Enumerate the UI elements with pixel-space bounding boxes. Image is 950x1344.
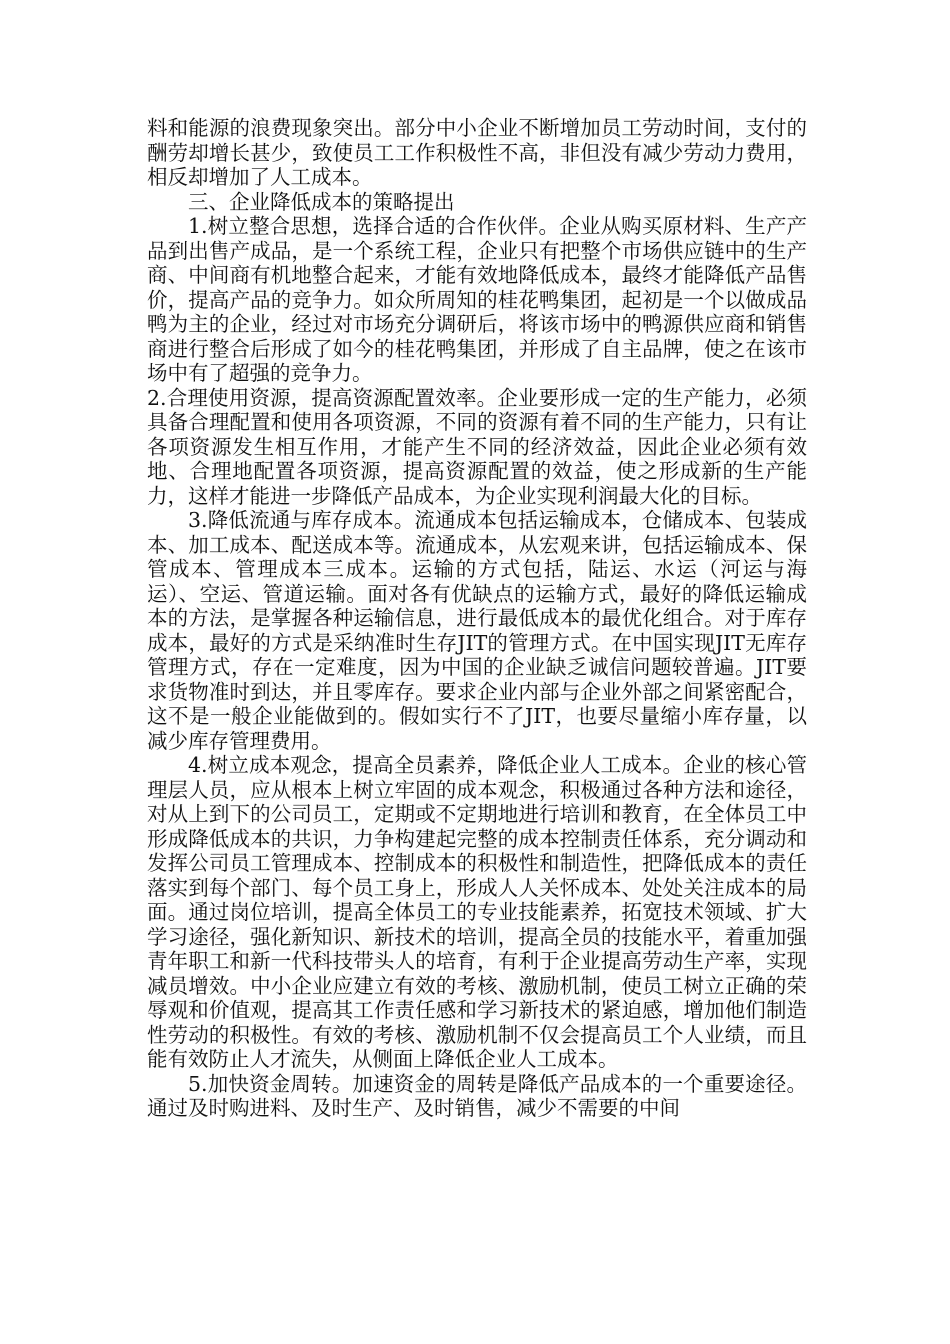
document-body — [147, 116, 807, 1121]
paragraph-strategy-3: 3.降低流通与库存成本。流通成本包括运输成本，仓储成本、包装成本、加工成本、配送成本等。流通成本，从宏观来讲，包括运输成本、保管成本、管理成本三成本。运输的方式包括，陆运、水运（河运与海运）、空运、管道运输。面对各有优缺点的运输方式，最好的降低运输成本的方法，是掌握各种运输信息，进行最低成本的最优化组合。对于库存成本，最好的方式是采纳准时生存JIT的管理方式。在中国实现JIT无库存管理方式，存在一定难度，因为中国的企业缺乏诚信问题较普遍。JIT要求货物准时到达，并且零库存。要求企业内部与企业外部之间紧密配合，这不是一般企业能做到的。假如实行不了JIT，也要尽量缩小库存量，以减少库存管理费用。 — [147, 508, 807, 753]
paragraph-strategy-1: 1.树立整合思想，选择合适的合作伙伴。企业从购买原材料、生产产品到出售产成品，是一个系统工程，企业只有把整个市场供应链中的生产商、中间商有机地整合起来，才能有效地降低成本，最终才能降低产品售价，提高产品的竞争力。如众所周知的桂花鸭集团，起初是一个以做成品鸭为主的企业，经过对市场充分调研后，将该市场中的鸭源供应商和销售商进行整合后形成了如今的桂花鸭集团，并形成了自主品牌，使之在该市场中有了超强的竞争力。 — [147, 214, 807, 385]
section-heading: 三、企业降低成本的策略提出 — [188, 189, 455, 214]
paragraph-strategy-4: 4.树立成本观念，提高全员素养，降低企业人工成本。企业的核心管理层人员，应从根本上树立牢固的成本观念，积极通过各种方法和途径，对从上到下的公司员工，定期或不定期地进行培训和教育，在全体员工中形成降低成本的共识，力争构建起完整的成本控制责任体系，充分调动和发挥公司员工管理成本、控制成本的积极性和制造性，把降低成本的责任落实到每个部门、每个员工身上，形成人人关怀成本、处处关注成本的局面。通过岗位培训，提高全体员工的专业技能素养，拓宽技术领域、扩大学习途径，强化新知识、新技术的培训，提高全员的技能水平，着重加强青年职工和新一代科技带头人的培育，有利于企业提高劳动生产率，实现减员增效。中小企业应建立有效的考核、激励机制，使员工树立正确的荣辱观和价值观，提高其工作责任感和学习新技术的紧迫感，增加他们制造性劳动的积极性。有效的考核、激励机制不仅会提高员工个人业绩，而且能有效防止人才流失，从侧面上降低企业人工成本。 — [147, 753, 807, 1071]
paragraph-continuation: 料和能源的浪费现象突出。部分中小企业不断增加员工劳动时间，支付的酬劳却增长甚少，致使员工工作积极性不高，非但没有减少劳动力费用，相反却增加了人工成本。 — [147, 116, 807, 189]
paragraph-strategy-2: 2.合理使用资源，提高资源配置效率。企业要形成一定的生产能力，必须具备合理配置和使用各项资源，不同的资源有着不同的生产能力，只有让各项资源发生相互作用，才能产生不同的经济效益，因此企业必须有效地、合理地配置各项资源，提高资源配置的效益，使之形成新的生产能力，这样才能进一步降低产品成本，为企业实现利润最大化的目标。 — [147, 385, 807, 508]
paragraph-strategy-5: 5.加快资金周转。加速资金的周转是降低产品成本的一个重要途径。通过及时购进料、及时生产、及时销售，减少不需要的中间 — [147, 1071, 807, 1120]
